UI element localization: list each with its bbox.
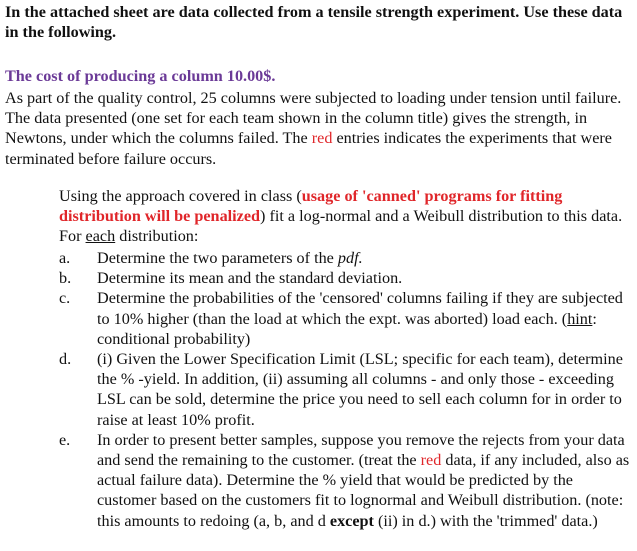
each-emphasis: each bbox=[85, 227, 116, 246]
instructions-lead: Using the approach covered in class ( bbox=[59, 187, 302, 205]
red-keyword: red bbox=[311, 129, 333, 148]
task-e bbox=[59, 430, 635, 531]
task-d-letter: d. bbox=[59, 350, 72, 369]
task-d-text: (i) Given the Lower Specification Limit (LSL; specific for each team), determine the % -yield. In addition, (ii) assuming all columns - and only those - exceeding LSL can be sold, determine the price you need to sell each column for in order to raise at least 10% profit. bbox=[97, 350, 623, 429]
task-a-letter: a. bbox=[59, 249, 71, 267]
task-b-letter: b. bbox=[59, 269, 72, 288]
task-a bbox=[59, 248, 635, 268]
intro-heading: In the attached sheet are data collected from a tensile strength experiment. Use these data in the following. bbox=[5, 3, 623, 42]
quality-text-start: As part of the quality control, 25 columns were subjected to loading under tension until failure. The data presented (one set for each team shown in the column title) gives the strength, in Newtons, under which the columns failed. The bbox=[5, 89, 622, 148]
hint-label: hint bbox=[567, 309, 593, 328]
task-c-text-start: Determine the probabilities of the 'censored' columns failing if they are subjected to 10% higher (than the load at which the expt. was aborted) load each. ( bbox=[97, 289, 623, 328]
instructions-tail: distribution: bbox=[115, 227, 199, 246]
task-e-red-keyword: red bbox=[420, 451, 442, 470]
task-e-text-middle: data, if any included, also as actual failure data). Determine the % yield that would be predicted by the customer based on the customers fit to lognormal and Weibull distribution. (note: this amounts to redoing (a, b, and d bbox=[97, 451, 630, 530]
cost-statement: The cost of producing a column 10.00$. bbox=[5, 67, 276, 85]
task-c-letter: c. bbox=[59, 289, 71, 308]
quality-control-paragraph bbox=[5, 88, 630, 169]
task-list bbox=[59, 248, 635, 531]
task-a-text: Determine the two parameters of the bbox=[97, 249, 338, 267]
instructions-paragraph bbox=[59, 186, 631, 247]
penalty-warning: usage of 'canned' programs for fitting distribution will be penalized bbox=[59, 187, 563, 226]
except-emphasis: except bbox=[329, 511, 374, 530]
pdf-term: pdf. bbox=[337, 249, 363, 267]
task-e-text-start: In order to present better samples, suppose you remove the rejects from your data and send the remaining to the customer. (treat the bbox=[97, 430, 625, 470]
quality-text-end: entries indicates the experiments that were terminated before failure occurs. bbox=[5, 129, 612, 168]
task-c-text-end: : conditional probability) bbox=[97, 309, 597, 348]
task-d bbox=[59, 349, 635, 430]
task-e-letter: e. bbox=[59, 430, 71, 449]
task-b-text: Determine its mean and the standard deviation. bbox=[97, 269, 403, 288]
task-c bbox=[59, 288, 635, 349]
task-b bbox=[59, 268, 635, 288]
task-e-text-end: (ii) in d.) with the 'trimmed' data.) bbox=[373, 511, 598, 530]
instructions-middle: ) fit a log-normal and a Weibull distribution to this data. For bbox=[59, 207, 623, 246]
